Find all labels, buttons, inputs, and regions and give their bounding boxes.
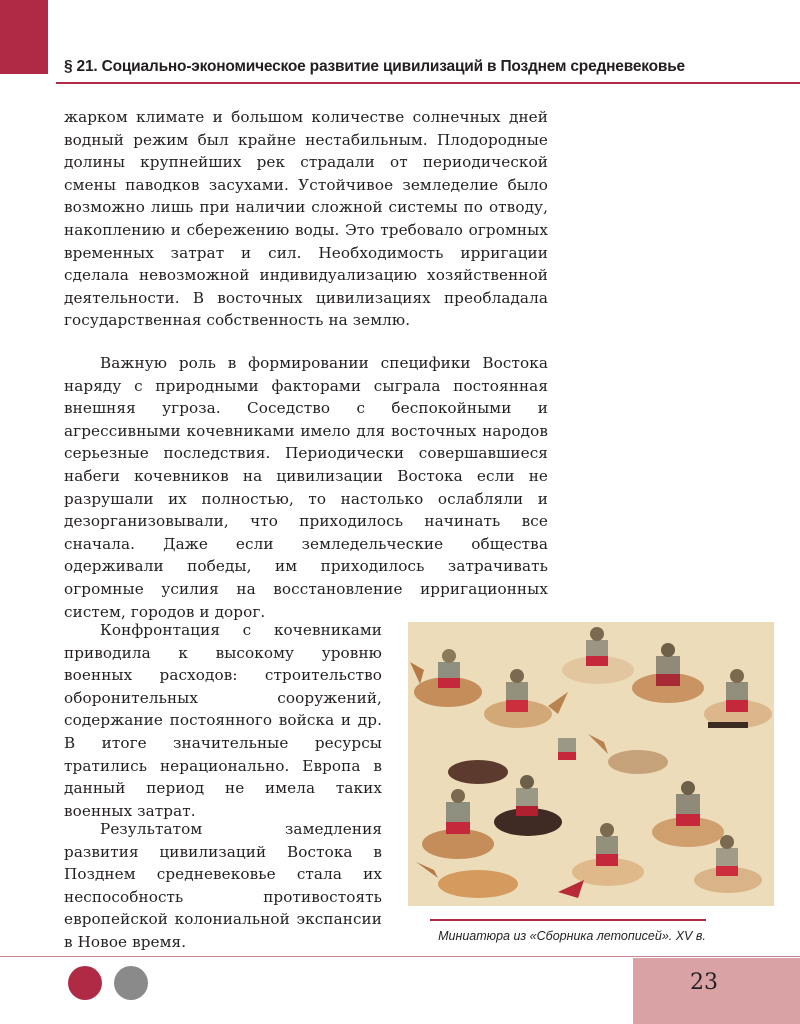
footer-red-dot: [68, 966, 102, 1000]
corner-tab: [0, 0, 48, 74]
figure-caption: Миниатюра из «Сборника летописей». XV в.: [438, 929, 706, 943]
page-number: 23: [690, 970, 718, 995]
miniature-illustration: [408, 622, 774, 906]
paragraph-1: жарком климате и большом количестве солнечных дней водный режим был крайне нестабильным. Плодородные долины крупнейших рек страдали от периодической смены паводков засухами. Устойчивое земледелие было возможно лишь при наличии сложной системы по отводу, накоплению и сбережению воды. Это требовало огромных временных затрат и сил. Необходимость ирригации сделала невозможной индивидуализацию хозяйственной деятельности. В восточных цивилизациях преобладала государственная собственность на землю.: [64, 108, 548, 330]
horsemen-miniature-icon: [408, 622, 774, 906]
page-number-box: [633, 958, 800, 1024]
paragraph-3: Конфронтация с кочевниками приводила к высокому уровню военных расходов: строительство оборонительных сооружений, содержание постоянного войска и др. В итоге значительные ресурсы тратились нерационально. Европа в данный период не имела таких военных затрат.: [64, 621, 382, 820]
section-header-title: § 21. Социально-экономическое развитие цивилизаций в Позднем средневековье: [64, 58, 685, 75]
paragraph-2: Важную роль в формировании специфики Востока наряду с природными факторами сыграла постоянная внешняя угроза. Соседство с беспокойными и агрессивными кочевниками имело для восточных народов серьезные последствия. Периодически совершавшиеся набеги кочевников на цивилизации Востока если не разрушали их полностью, то настолько ослабляли и дезорганизовывали, что приходилось начинать все сначала. Даже если земледельческие общества одерживали победы, им приходилось затрачивать огромные усилия на восстановление ирригационных систем, городов и дорог.: [64, 354, 548, 621]
paragraph-4: Результатом замедления развития цивилизаций Востока в Позднем средневековье стала их неспособность противостоять европейской колониальной экспансии в Новое время.: [64, 820, 382, 951]
caption-divider: [430, 919, 706, 921]
header-divider: [56, 82, 800, 84]
footer-gray-dot: [114, 966, 148, 1000]
footer-divider: [0, 956, 800, 957]
